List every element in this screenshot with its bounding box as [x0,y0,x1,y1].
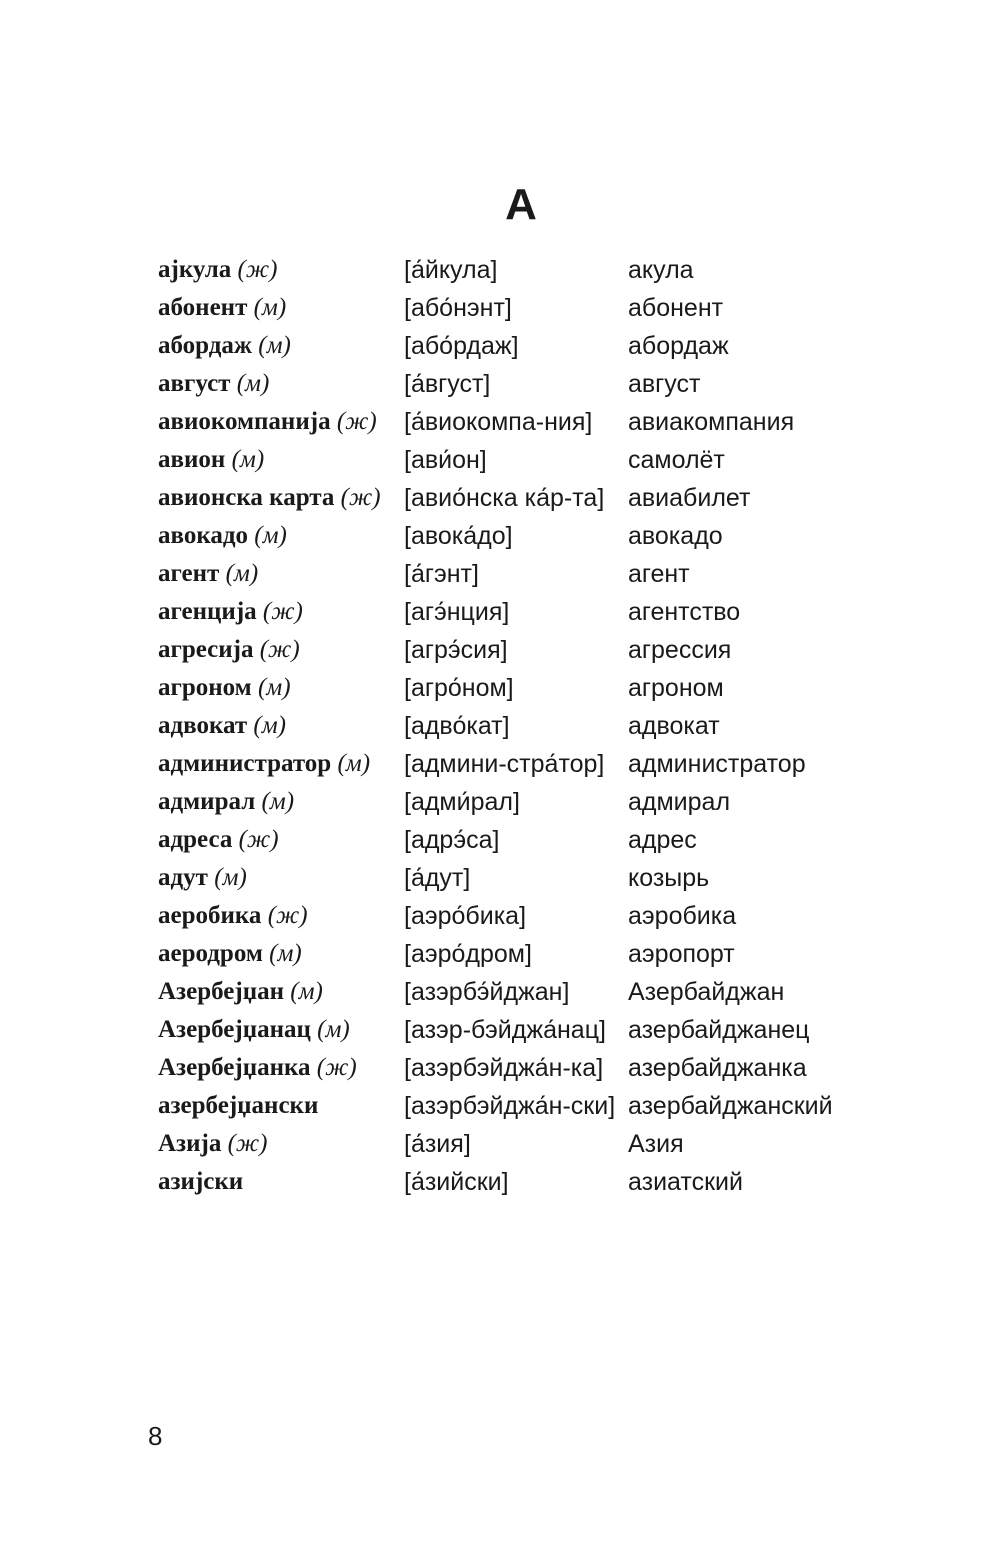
gender-marker: (м) [257,674,291,701]
dictionary-entry [158,786,878,818]
entry-transcription: [админи-стра́тор] [404,750,605,778]
dictionary-entry [158,976,878,1008]
gender-marker: (ж) [267,902,308,929]
entry-transcription: [а́зия] [404,1130,471,1158]
entry-translation: агент [628,560,690,588]
headword-text: аеродром [158,940,263,967]
entry-headword [158,786,404,818]
gender-marker: (м) [337,750,371,777]
gender-marker: (м) [231,446,265,473]
entry-headword [158,254,404,286]
dictionary-entry [158,672,878,704]
headword-text: авокадо [158,522,249,549]
entry-headword [158,1128,404,1160]
entry-translation: агрессия [628,636,732,664]
entry-headword [158,1014,404,1046]
entry-translation: адрес [628,826,697,854]
entry-transcription: [а́вгуст] [404,370,491,398]
entry-transcription: [ави́он] [404,446,487,474]
gender-marker: (м) [236,370,270,397]
entry-translation: август [628,370,701,398]
entry-transcription: [а́гэнт] [404,560,479,588]
entry-translation: Азербайджан [628,978,785,1006]
gender-marker: (ж) [227,1130,268,1157]
headword-text: агент [158,560,220,587]
entry-transcription: [азэрбэйджа́н-ка] [404,1054,604,1082]
dictionary-entry [158,596,878,628]
gender-marker: (м) [253,294,287,321]
entry-transcription: [азэрбэйджа́н-ски] [404,1092,616,1120]
headword-text: агенција [158,598,257,625]
dictionary-entry [158,1166,878,1198]
headword-text: абордаж [158,332,253,359]
dictionary-entry [158,1128,878,1160]
entry-transcription: [аэро́дром] [404,940,532,968]
entry-headword [158,634,404,666]
gender-marker: (м) [214,864,247,891]
entry-headword [158,330,404,362]
entry-transcription: [авио́нска ка́р-та] [404,484,605,512]
dictionary-entry [158,1014,878,1046]
entry-transcription: [авока́до] [404,522,513,550]
entry-translation: адвокат [628,712,720,740]
page-number: 8 [148,1421,163,1451]
dictionary-entry [158,1052,878,1084]
headword-text: адмирал [158,788,256,815]
entry-translation: азербайджанец [628,1016,810,1044]
entry-transcription: [азэр-бэйджа́нац] [404,1016,606,1044]
entry-headword [158,976,404,1008]
dictionary-entry [158,292,878,324]
dictionary-entry [158,748,878,780]
entry-translation: адмирал [628,788,731,816]
entry-headword [158,824,404,856]
dictionary-entry [158,824,878,856]
headword-text: август [158,370,231,397]
entry-transcription: [агро́ном] [404,674,514,702]
entry-headword [158,368,404,400]
entry-translation: козырь [628,864,710,892]
gender-marker: (м) [261,788,295,815]
gender-marker: (ж) [262,598,303,625]
headword-text: абонент [158,294,248,321]
entry-translation: администратор [628,750,806,778]
dictionary-entry [158,520,878,552]
dictionary-entry [158,1090,878,1122]
gender-marker: (ж) [238,826,279,853]
entry-translation: агроном [628,674,724,702]
entry-translation: азербайджанский [628,1092,833,1120]
entry-translation: аэропорт [628,940,735,968]
entry-translation: Азия [628,1130,684,1158]
entry-transcription: [аэро́бика] [404,902,527,930]
letter-heading: А [505,180,537,229]
entry-translation: авиабилет [628,484,751,512]
headword-text: Азербејџанка [158,1054,311,1081]
headword-text: азербејџански [158,1092,319,1119]
gender-marker: (м) [317,1016,350,1043]
entry-transcription: [або́нэнт] [404,294,512,322]
entry-headword [158,938,404,970]
entry-headword [158,444,404,476]
entry-transcription: [агрэ́сия] [404,636,508,664]
entry-headword [158,406,404,438]
entry-translation: агентство [628,598,741,626]
headword-text: адвокат [158,712,248,739]
dictionary-entry [158,482,878,514]
entry-transcription: [адми́рал] [404,788,520,816]
entry-translation: абонент [628,294,724,322]
entry-translation: аэробика [628,902,737,930]
headword-text: авион [158,446,226,473]
dictionary-entries [158,254,878,1204]
entry-headword [158,482,404,514]
entry-transcription: [адво́кат] [404,712,510,740]
headword-text: авиокомпанија [158,408,331,435]
gender-marker: (м) [253,712,286,739]
gender-marker: (м) [290,978,323,1005]
entry-transcription: [а́зийски] [404,1168,509,1196]
dictionary-entry [158,368,878,400]
dictionary-entry [158,862,878,894]
gender-marker: (м) [258,332,291,359]
gender-marker: (ж) [316,1054,357,1081]
headword-text: ајкула [158,256,232,283]
entry-transcription: [агэ́нция] [404,598,510,626]
entry-translation: азиатский [628,1168,743,1196]
entry-translation: самолёт [628,446,725,474]
entry-transcription: [а́йкула] [404,256,498,284]
gender-marker: (м) [225,560,259,587]
dictionary-entry [158,406,878,438]
entry-translation: авиакомпания [628,408,795,436]
dictionary-entry [158,900,878,932]
headword-text: Азија [158,1130,222,1157]
entry-transcription: [азэрбэ́йджан] [404,978,570,1006]
entry-translation: авокадо [628,522,723,550]
headword-text: аеробика [158,902,262,929]
entry-headword [158,292,404,324]
entry-headword [158,596,404,628]
dictionary-entry [158,938,878,970]
entry-headword [158,1166,404,1198]
entry-headword [158,900,404,932]
headword-text: Азербејџанац [158,1016,311,1043]
entry-headword [158,520,404,552]
entry-headword [158,862,404,894]
gender-marker: (ж) [336,408,377,435]
entry-transcription: [а́дут] [404,864,471,892]
entry-headword [158,748,404,780]
entry-headword [158,1090,404,1122]
gender-marker: (ж) [340,484,381,511]
entry-translation: акула [628,256,694,284]
gender-marker: (ж) [237,256,278,283]
headword-text: авионска карта [158,484,335,511]
headword-text: адут [158,864,208,891]
entry-headword [158,710,404,742]
dictionary-entry [158,330,878,362]
dictionary-entry [158,558,878,590]
gender-marker: (ж) [259,636,300,663]
entry-headword [158,1052,404,1084]
entry-headword [158,672,404,704]
gender-marker: (м) [254,522,287,549]
entry-transcription: [або́рдаж] [404,332,519,360]
entry-translation: абордаж [628,332,729,360]
dictionary-entry [158,444,878,476]
entry-headword [158,558,404,590]
entry-transcription: [адрэ́са] [404,826,500,854]
dictionary-entry [158,710,878,742]
dictionary-entry [158,634,878,666]
headword-text: адреса [158,826,233,853]
headword-text: администратор [158,750,332,777]
entry-translation: азербайджанка [628,1054,807,1082]
headword-text: агроном [158,674,252,701]
headword-text: Азербејџан [158,978,285,1005]
headword-text: азијски [158,1168,244,1195]
entry-transcription: [а́виокомпа-ния] [404,408,593,436]
dictionary-entry [158,254,878,286]
headword-text: агресија [158,636,254,663]
gender-marker: (м) [269,940,302,967]
